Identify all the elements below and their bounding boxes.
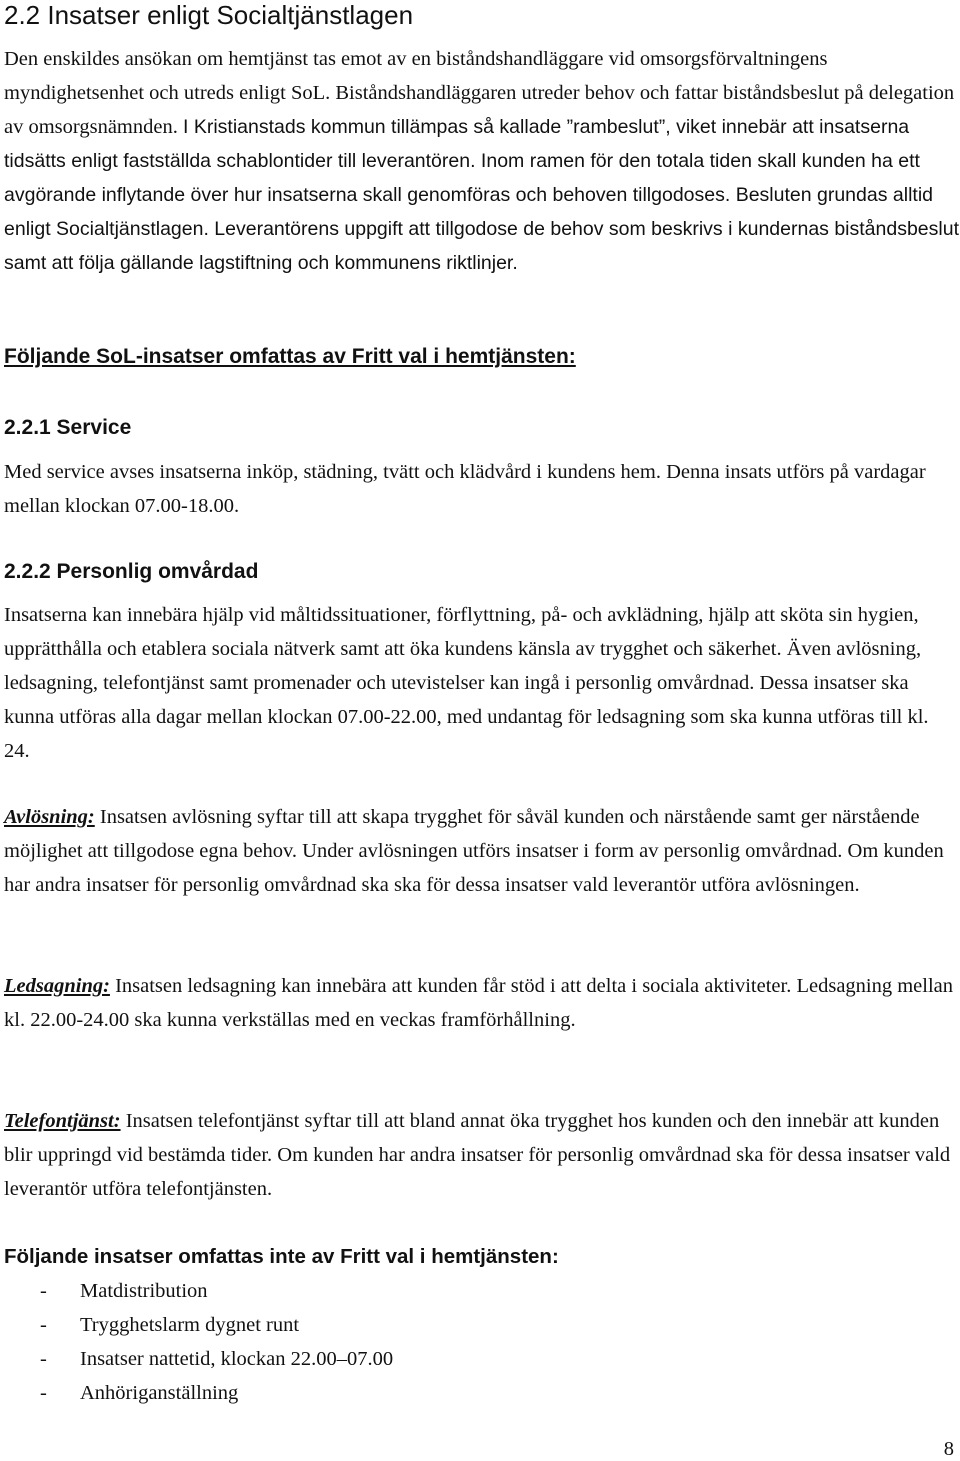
intro-part-3: Inom ramen för den totala tiden skall kunden ha ett avgörande inflytande över hur insatserna skall genomföras och behoven tillgodoses. Besluten grundas alltid enligt Socialtjänstlagen. Leverantörens uppgift att tillgodose de behov som beskrivs i kundernas biståndsbeslut samt att följa gällande lagstiftning och kommunens riktlinjer. xyxy=(4,150,959,274)
list-item xyxy=(4,1342,393,1376)
list-bullet: - xyxy=(40,1348,47,1370)
list-bullet: - xyxy=(40,1382,47,1404)
relief-text: Insatsen avlösning syftar till att skapa trygghet för såväl kunden och närstående samt ger närstående möjlighet att tillgodose egna behov. Under avlösningen utförs insatser i form av personlig omvårdnad. Om kunden har andra insatser för personlig omvårdnad ska ska för dessa insatser vald leverantör utföra avlösningen. xyxy=(4,806,944,896)
section-title: 2.2 Insatser enligt Socialtjänstlagen xyxy=(4,0,414,30)
list-item xyxy=(4,1376,393,1410)
list-item-text: Trygghetslarm dygnet runt xyxy=(80,1314,300,1336)
excluded-heading: Följande insatser omfattas inte av Fritt val i hemtjänsten: xyxy=(4,1245,559,1268)
list-item-text: Anhöriganställning xyxy=(80,1382,239,1404)
list-bullet: - xyxy=(40,1280,47,1302)
relief-paragraph xyxy=(4,800,959,902)
page-number: 8 xyxy=(943,1438,954,1460)
escort-paragraph xyxy=(4,969,959,1037)
service-title: 2.2.1 Service xyxy=(4,416,132,439)
phone-text: Insatsen telefontjänst syftar till att bland annat öka trygghet hos kunden och den innebär att kunden blir uppringd vid bestämda tider. Om kunden har andra insatser för personlig omvårdnad ska för dessa insatser vald leverantör utföra telefontjänsten. xyxy=(4,1110,951,1200)
personal-care-text: Insatserna kan innebära hjälp vid måltidssituationer, förflyttning, på- och avklädning, hjälp att sköta sin hygien, upprätthålla och etablera sociala nätverk samt att öka kundens känsla av trygghet och säkerhet. Även avlösning, ledsagning, telefontjänst samt promenader och utevistelser kan ingå i personlig omvårdnad. Dessa insatser ska kunna utföras alla dagar mellan klockan 07.00-22.00, med undantag för ledsagning som ska kunna utföras till kl. 24. xyxy=(4,604,929,762)
document-page xyxy=(4,0,959,1404)
intro-paragraph xyxy=(4,42,959,280)
phone-paragraph xyxy=(4,1104,959,1206)
included-heading: Följande SoL-insatser omfattas av Fritt val i hemtjänsten: xyxy=(4,345,576,368)
list-item-text: Matdistribution xyxy=(80,1280,208,1302)
list-bullet: - xyxy=(40,1314,47,1336)
service-text: Med service avses insatserna inköp, städning, tvätt och klädvård i kundens hem. Denna insats utförs på vardagar mellan klockan 07.00-18.00. xyxy=(4,461,926,517)
personal-care-title: 2.2.2 Personlig omvårdad xyxy=(4,560,259,583)
intro-part-2: I Kristianstads kommun tillämpas så kallade ”rambeslut”, viket innebär att insatserna tidsätts enligt fastställda schablontider till leverantören. xyxy=(4,116,910,172)
phone-term: Telefontjänst: xyxy=(4,1110,121,1132)
list-item xyxy=(4,1308,393,1342)
intro-part-1: Den enskildes ansökan om hemtjänst tas emot av en biståndshandläggare vid omsorgsförvaltningens myndighetsenhet och utreds enligt SoL. Biståndshandläggaren utreder behov och fattar biståndsbeslut på delegation av omsorgsnämnden. xyxy=(4,48,955,138)
excluded-list xyxy=(4,1274,393,1410)
list-item xyxy=(4,1274,393,1308)
escort-term: Ledsagning: xyxy=(4,975,110,997)
escort-text: Insatsen ledsagning kan innebära att kunden får stöd i att delta i sociala aktiviteter. Ledsagning mellan kl. 22.00-24.00 ska kunna verkställas med en veckas framförhållning. xyxy=(4,975,954,1031)
list-item-text: Insatser nattetid, klockan 22.00–07.00 xyxy=(80,1348,394,1370)
relief-term: Avlösning: xyxy=(4,806,95,828)
